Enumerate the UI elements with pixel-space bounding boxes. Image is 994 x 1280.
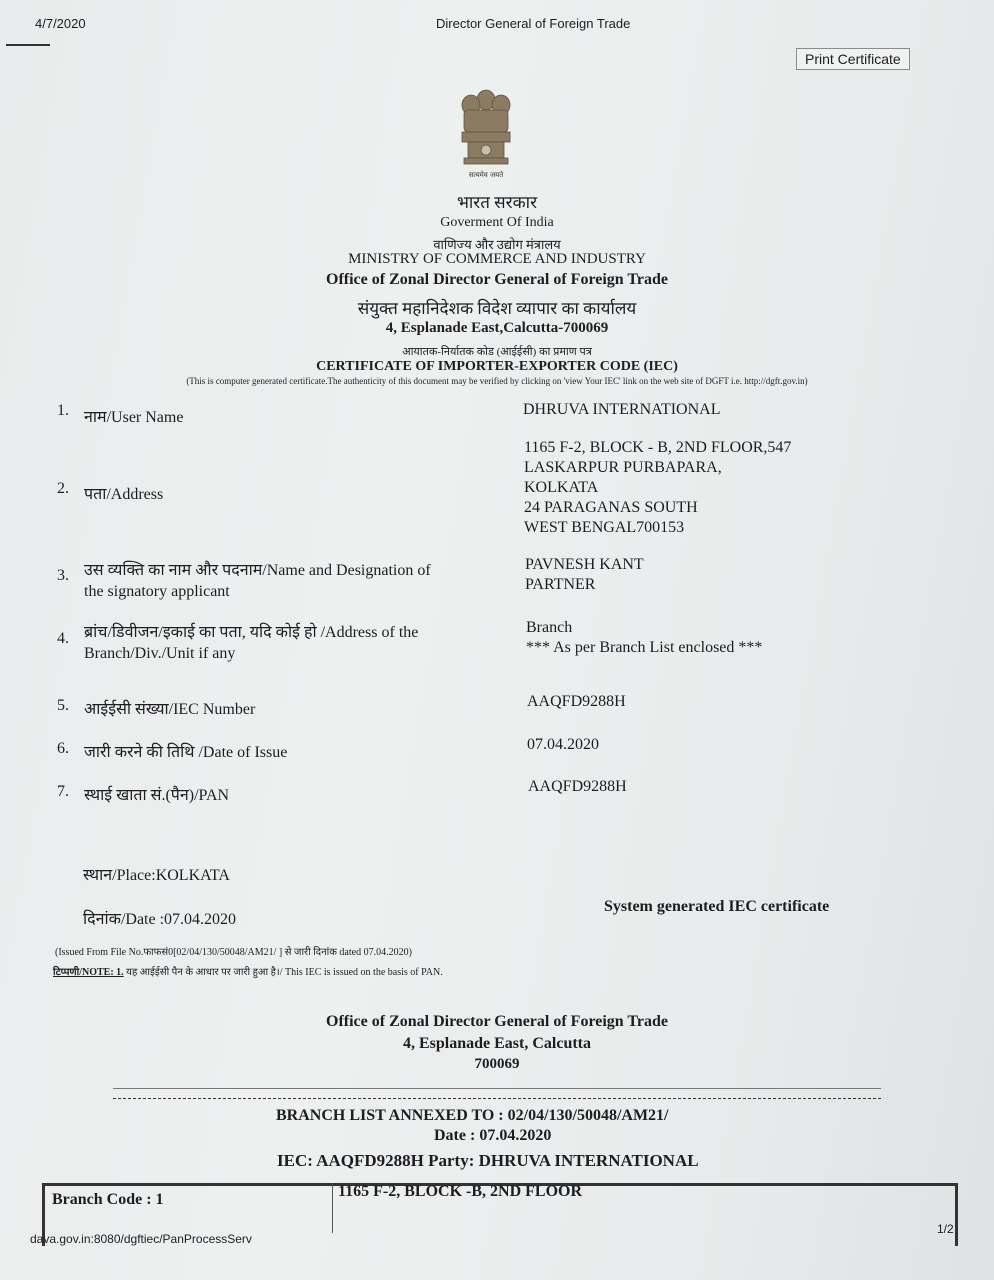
ministry-english: MINISTRY OF COMMERCE AND INDUSTRY (348, 251, 646, 267)
field-label-user-name: नाम/User Name (84, 409, 184, 426)
address-line: 24 PARAGANAS SOUTH (524, 499, 698, 516)
label-line: the signatory applicant (84, 583, 230, 600)
branch-list-iec-party: IEC: AAQFD9288H Party: DHRUVA INTERNATIONAL (277, 1151, 699, 1170)
field-value-iec-number: AAQFD9288H (527, 693, 626, 710)
print-url: dava.gov.in:8080/dgftiec/PanProcessServ (30, 1232, 252, 1246)
branch-code: Branch Code : 1 (52, 1191, 164, 1208)
print-header-title: Director General of Foreign Trade (436, 16, 631, 31)
address-line: WEST BENGAL700153 (524, 519, 685, 536)
print-certificate-button[interactable]: Print Certificate (796, 48, 910, 70)
label-line: ब्रांच/डिवीजन/इकाई का पता, यदि कोई हो /Address of the (84, 624, 419, 641)
branch-line: Branch (526, 619, 573, 636)
divider-line (113, 1088, 881, 1089)
label-line: उस व्यक्ति का नाम और पदनाम/Name and Designation of (84, 562, 431, 579)
emblem-motto: सत्यमेव जयते (468, 171, 504, 179)
branch-list-title: BRANCH LIST ANNEXED TO : 02/04/130/50048/AM21/ (276, 1107, 669, 1124)
field-value-address (524, 438, 791, 538)
ashoka-emblem-icon (454, 88, 518, 180)
signatory-designation: PARTNER (525, 576, 596, 593)
ministry-hindi: वाणिज्य और उद्योग मंत्रालय (433, 237, 561, 252)
field-value-date-of-issue: 07.04.2020 (527, 736, 599, 753)
label-line: Branch/Div./Unit if any (84, 645, 236, 662)
field-label-date-of-issue: जारी करने की तिथि /Date of Issue (84, 744, 288, 761)
field-number: 6. (57, 740, 69, 757)
system-generated-label: System generated IEC certificate (604, 898, 830, 915)
issue-date: दिनांक/Date :07.04.2020 (83, 911, 237, 928)
address-line: KOLKATA (524, 479, 599, 496)
office-hindi: संयुक्त महानिदेशक विदेश व्यापार का कार्यालय (357, 299, 637, 318)
signatory-name: PAVNESH KANT (525, 556, 644, 573)
field-number: 2. (57, 480, 69, 497)
note-label: टिप्पणी/NOTE: 1. (53, 967, 124, 978)
certificate-title: CERTIFICATE OF IMPORTER-EXPORTER CODE (IEC) (316, 359, 678, 374)
office-address: 4, Esplanade East,Calcutta-700069 (385, 320, 609, 336)
gov-hindi: भारत सरकार (456, 193, 538, 212)
field-label-signatory (84, 558, 431, 601)
address-line: 1165 F-2, BLOCK - B, 2ND FLOOR,547 (524, 439, 792, 456)
issued-from-file: (Issued From File No.फाफसं0[02/04/130/50048/AM21/ ] से जारी दिनांक dated 07.04.2020) (55, 947, 412, 958)
field-number: 4. (57, 630, 69, 647)
branch-address: 1165 F-2, BLOCK -B, 2ND FLOOR (338, 1183, 583, 1200)
branch-table-divider (332, 1183, 333, 1233)
branch-list-date: Date : 07.04.2020 (434, 1127, 552, 1144)
field-number: 7. (57, 783, 69, 800)
field-label-address: पता/Address (84, 486, 164, 503)
field-value-pan: AAQFD9288H (528, 778, 627, 795)
footer-office-name: Office of Zonal Director General of Foreign Trade (326, 1013, 668, 1030)
certificate-title-hindi: आयातक-निर्यातक कोड (आईईसी) का प्रमाण पत्र (402, 346, 592, 358)
place: स्थान/Place:KOLKATA (83, 867, 230, 884)
field-number: 5. (57, 697, 69, 714)
branch-line: *** As per Branch List enclosed *** (526, 639, 763, 656)
footer-office-pin: 700069 (474, 1056, 520, 1072)
divider-dashed (113, 1098, 881, 1099)
field-label-pan: स्थाई खाता सं.(पैन)/PAN (84, 787, 230, 804)
print-date: 4/7/2020 (35, 16, 86, 31)
authenticity-note: (This is computer generated certificate.The authenticity of this document may be verified by clicking on 'view Your IEC' link on the web site of DGFT i.e. http://dgft.gov.in) (186, 376, 808, 386)
footer-office-address: 4, Esplanade East, Calcutta (402, 1035, 592, 1052)
gov-english: Goverment Of India (440, 215, 554, 230)
note-text: यह आईईसी पैन के आधार पर जारी हुआ है।/ This IEC is issued on the basis of PAN. (123, 967, 443, 978)
field-value-signatory (525, 555, 644, 595)
pan-note (53, 964, 443, 978)
field-value-branch (526, 618, 762, 658)
field-label-iec-number: आईईसी संख्या/IEC Number (84, 701, 256, 718)
office-english: Office of Zonal Director General of Foreign Trade (326, 271, 668, 288)
field-label-branch (84, 620, 418, 663)
address-line: LASKARPUR PURBAPARA, (524, 459, 722, 476)
header-dash (6, 44, 50, 46)
field-number: 1. (57, 402, 69, 419)
field-number: 3. (57, 567, 69, 584)
page-number: 1/2 (937, 1222, 954, 1236)
field-value-user-name: DHRUVA INTERNATIONAL (523, 401, 721, 418)
